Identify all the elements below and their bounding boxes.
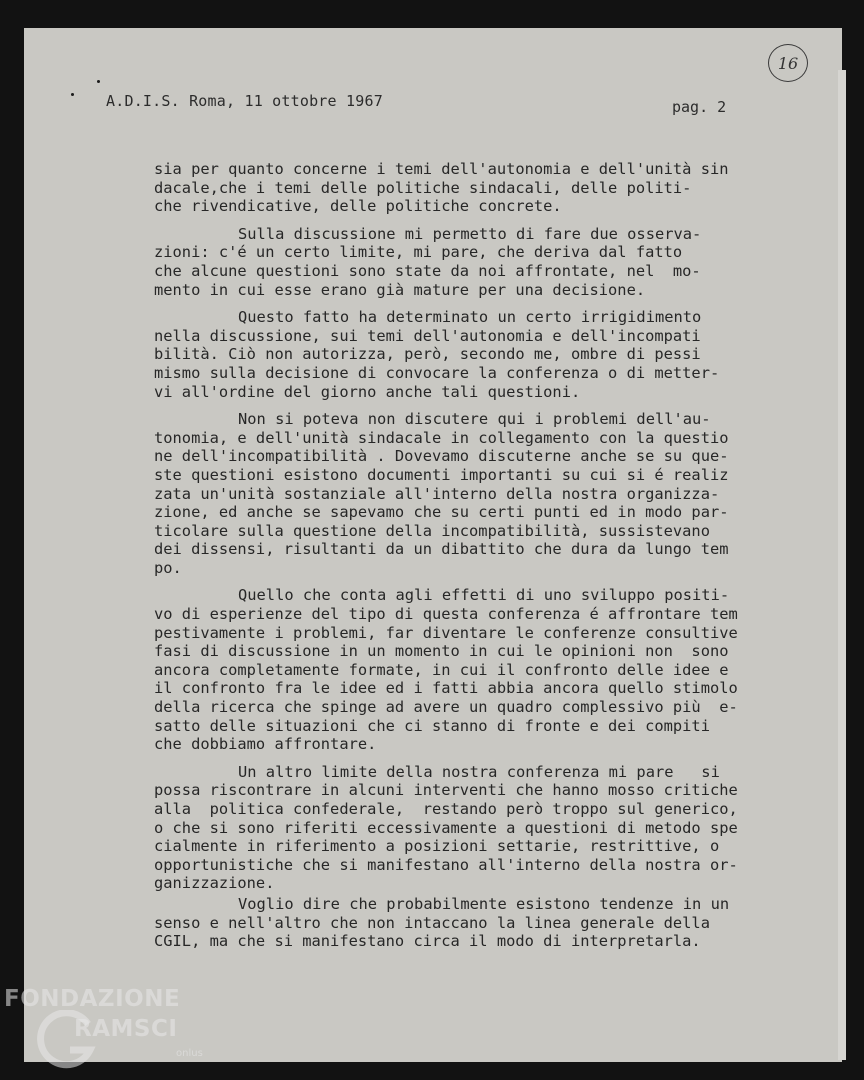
watermark-suffix: onlus [176, 1048, 203, 1059]
text-line: dei dissensi, risultanti da un dibattito che dura da lungo tem [154, 540, 729, 559]
text-line: Un altro limite della nostra conferenza mi pare si [238, 762, 720, 781]
fondazione-gramsci-watermark [4, 986, 216, 1076]
text-line: zioni: c'é un certo limite, mi pare, che deriva dal fatto [154, 243, 683, 262]
text-line: ne dell'incompatibilità . Dovevamo discuterne anche se su que- [154, 447, 729, 466]
text-line: che dobbiamo affrontare. [154, 735, 377, 754]
document-body [154, 160, 794, 960]
text-line: ganizzazione. [154, 874, 275, 893]
text-line: ste questioni esistono documenti importanti su cui si é realiz [154, 465, 729, 484]
text-line: cialmente in riferimento a posizioni settarie, restrittive, o [154, 837, 720, 856]
text-line: che alcune questioni sono state da noi affrontate, nel mo- [154, 261, 701, 280]
text-line: Quello che conta agli effetti di uno sviluppo positi- [238, 586, 730, 605]
text-line: sia per quanto concerne i temi dell'autonomia e dell'unità sin [154, 160, 729, 178]
page-number-label: pag. 2 [672, 98, 727, 116]
watermark-line-1: FONDAZIONE [4, 986, 181, 1012]
text-line: nella discussione, sui temi dell'autonomia e dell'incompati [154, 326, 701, 345]
text-line: tonomia, e dell'unità sindacale in collegamento con la questio [154, 428, 729, 447]
paragraph [154, 308, 794, 401]
text-line: Questo fatto ha determinato un certo irrigidimento [238, 308, 702, 327]
text-line: zione, ed anche se sapevamo che su certi punti ed in modo par- [154, 503, 729, 522]
paragraph [154, 895, 794, 951]
text-line: Voglio dire che probabilmente esistono tendenze in un [238, 894, 730, 913]
paragraph [154, 586, 794, 753]
text-line: fasi di discussione in un momento in cui le opinioni non sono [154, 642, 729, 661]
text-line: Sulla discussione mi permetto di fare due osserva- [238, 224, 702, 243]
paragraph [154, 410, 794, 577]
text-line: che rivendicative, delle politiche concrete. [154, 197, 562, 216]
text-line: alla politica confederale, restando però troppo sul generico, [154, 800, 738, 818]
text-line: CGIL, ma che si manifestano circa il modo di interpretarla. [154, 932, 701, 951]
handwritten-page-number [768, 44, 808, 82]
page-edge [838, 70, 846, 1060]
text-line: mento in cui esse erano già mature per una decisione. [154, 280, 646, 299]
page-badge-text: 16 [777, 53, 799, 73]
text-line: vo di esperienze del tipo di questa conferenza é affrontare tem [154, 605, 738, 624]
watermark-line-2: RAMSCI [74, 1016, 178, 1042]
text-line: ancora completamente formate, in cui il confronto delle idee e [154, 660, 729, 679]
text-line: il confronto fra le idee ed i fatti abbia ancora quello stimolo [154, 679, 738, 698]
text-line: senso e nell'altro che non intaccano la linea generale della [154, 913, 710, 932]
text-line: satto delle situazioni che ci stanno di fronte e dei compiti [154, 716, 710, 735]
text-line: possa riscontrare in alcuni interventi che hanno mosso critiche [154, 781, 738, 800]
text-line: bilità. Ciò non autorizza, però, secondo me, ombre di pessi [154, 345, 701, 364]
text-line: dacale,che i temi delle politiche sindacali, delle politi- [154, 178, 692, 197]
ink-dot [71, 93, 74, 96]
text-line: po. [154, 558, 182, 577]
text-line: ticolare sulla questione della incompatibilità, sussistevano [154, 521, 710, 540]
text-line: vi all'ordine del giorno anche tali questioni. [154, 382, 581, 401]
text-line: Non si poteva non discutere qui i problemi dell'au- [238, 410, 711, 429]
ink-dot [97, 80, 100, 83]
text-line: della ricerca che spinge ad avere un quadro complessivo più e- [154, 698, 738, 717]
paragraph [154, 225, 794, 299]
paragraph [154, 160, 794, 216]
document-header-date: A.D.I.S. Roma, 11 ottobre 1967 [106, 92, 383, 110]
text-line: o che si sono riferiti eccessivamente a questioni di metodo spe [154, 818, 738, 837]
paragraph [154, 763, 794, 893]
text-line: zata un'unità sostanziale all'interno della nostra organizza- [154, 484, 720, 503]
text-line: mismo sulla decisione di convocare la conferenza o di metter- [154, 363, 720, 382]
text-line: opportunistiche che si manifestano all'interno della nostra or- [154, 855, 738, 874]
text-line: pestivamente i problemi, far diventare le conferenze consultive [154, 623, 738, 642]
